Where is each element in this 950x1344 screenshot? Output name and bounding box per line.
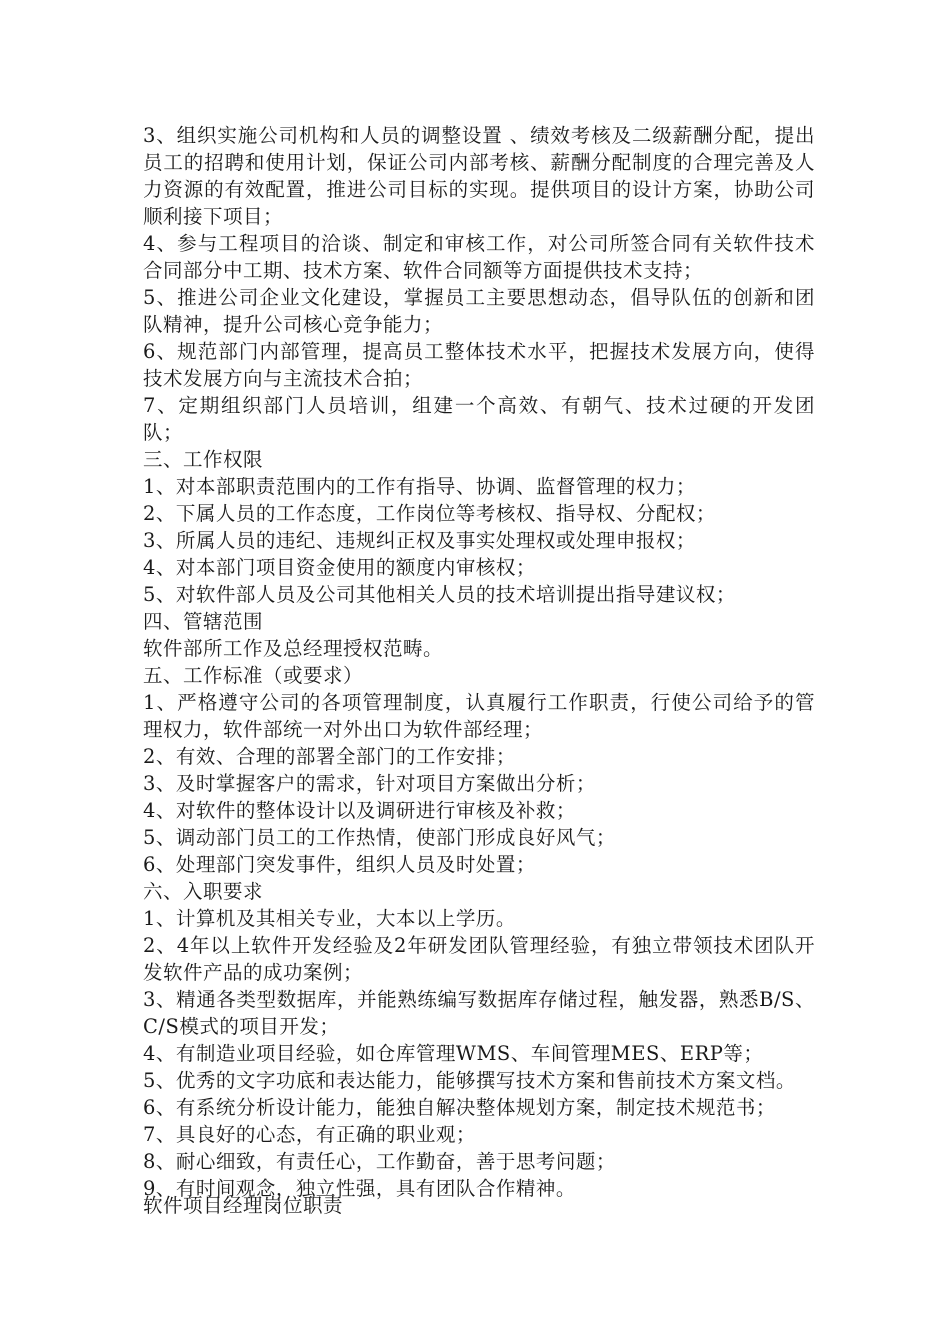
- section-heading: 五、工作标准（或要求）: [143, 664, 364, 687]
- paragraph: 3、及时掌握客户的需求，针对项目方案做出分析；: [143, 772, 596, 795]
- paragraph: 4、对本部门项目资金使用的额度内审核权；: [143, 556, 536, 579]
- paragraph: 7、具良好的心态，有正确的职业观；: [143, 1123, 476, 1146]
- paragraph: 6、规范部门内部管理，提高员工整体技术水平，把握技术发展方向，使得技术发展方向与主流技术合拍；: [143, 340, 815, 390]
- paragraph: 4、有制造业项目经验，如仓库管理WMS、车间管理MES、ERP等；: [143, 1042, 764, 1065]
- document-body: [143, 122, 815, 1202]
- paragraph: 2、下属人员的工作态度，工作岗位等考核权、指导权、分配权；: [143, 502, 716, 525]
- paragraph: 软件部所工作及总经理授权范畴。: [143, 637, 444, 660]
- next-section-title: 软件项目经理岗位职责: [143, 1194, 344, 1217]
- paragraph: 1、严格遵守公司的各项管理制度，认真履行工作职责，行使公司给予的管理权力，软件部统一对外出口为软件部经理；: [143, 691, 815, 741]
- paragraph: 3、所属人员的违纪、违规纠正权及事实处理权或处理申报权；: [143, 529, 696, 552]
- paragraph: 1、计算机及其相关专业，大本以上学历。: [143, 907, 516, 930]
- paragraph: 5、对软件部人员及公司其他相关人员的技术培训提出指导建议权；: [143, 583, 736, 606]
- paragraph: 2、有效、合理的部署全部门的工作安排；: [143, 745, 516, 768]
- paragraph: 4、参与工程项目的洽谈、制定和审核工作，对公司所签合同有关软件技术合同部分中工期、技术方案、软件合同额等方面提供技术支持；: [143, 232, 815, 282]
- paragraph: 5、调动部门员工的工作热情，使部门形成良好风气；: [143, 826, 616, 849]
- section-heading: 四、管辖范围: [143, 610, 264, 633]
- paragraph: 6、有系统分析设计能力，能独自解决整体规划方案，制定技术规范书；: [143, 1096, 776, 1119]
- paragraph: 3、组织实施公司机构和人员的调整设置 、绩效考核及二级薪酬分配，提出员工的招聘和使用计划，保证公司内部考核、薪酬分配制度的合理完善及人力资源的有效配置，推进公司目标的实现。提供项目的设计方案，协助公司顺利接下项目；: [143, 124, 815, 228]
- section-heading: 六、入职要求: [143, 880, 264, 903]
- paragraph: 9、有时间观念，独立性强，具有团队合作精神。: [143, 1177, 576, 1200]
- paragraph: 5、推进公司企业文化建设，掌握员工主要思想动态，倡导队伍的创新和团队精神，提升公司核心竞争能力；: [143, 286, 815, 336]
- paragraph: 3、精通各类型数据库，并能熟练编写数据库存储过程，触发器，熟悉B/S、C/S模式的项目开发；: [143, 988, 815, 1038]
- paragraph: 2、4年以上软件开发经验及2年研发团队管理经验，有独立带领技术团队开发软件产品的成功案例；: [143, 934, 815, 984]
- paragraph: 5、优秀的文字功底和表达能力，能够撰写技术方案和售前技术方案文档。: [143, 1069, 796, 1092]
- paragraph: 7、定期组织部门人员培训，组建一个高效、有朝气、技术过硬的开发团队；: [143, 394, 815, 444]
- paragraph: 8、耐心细致，有责任心，工作勤奋，善于思考问题；: [143, 1150, 616, 1173]
- paragraph: 6、处理部门突发事件，组织人员及时处置；: [143, 853, 536, 876]
- paragraph: 4、对软件的整体设计以及调研进行审核及补救；: [143, 799, 576, 822]
- section-heading: 三、工作权限: [143, 448, 264, 471]
- paragraph: 1、对本部职责范围内的工作有指导、协调、监督管理的权力；: [143, 475, 696, 498]
